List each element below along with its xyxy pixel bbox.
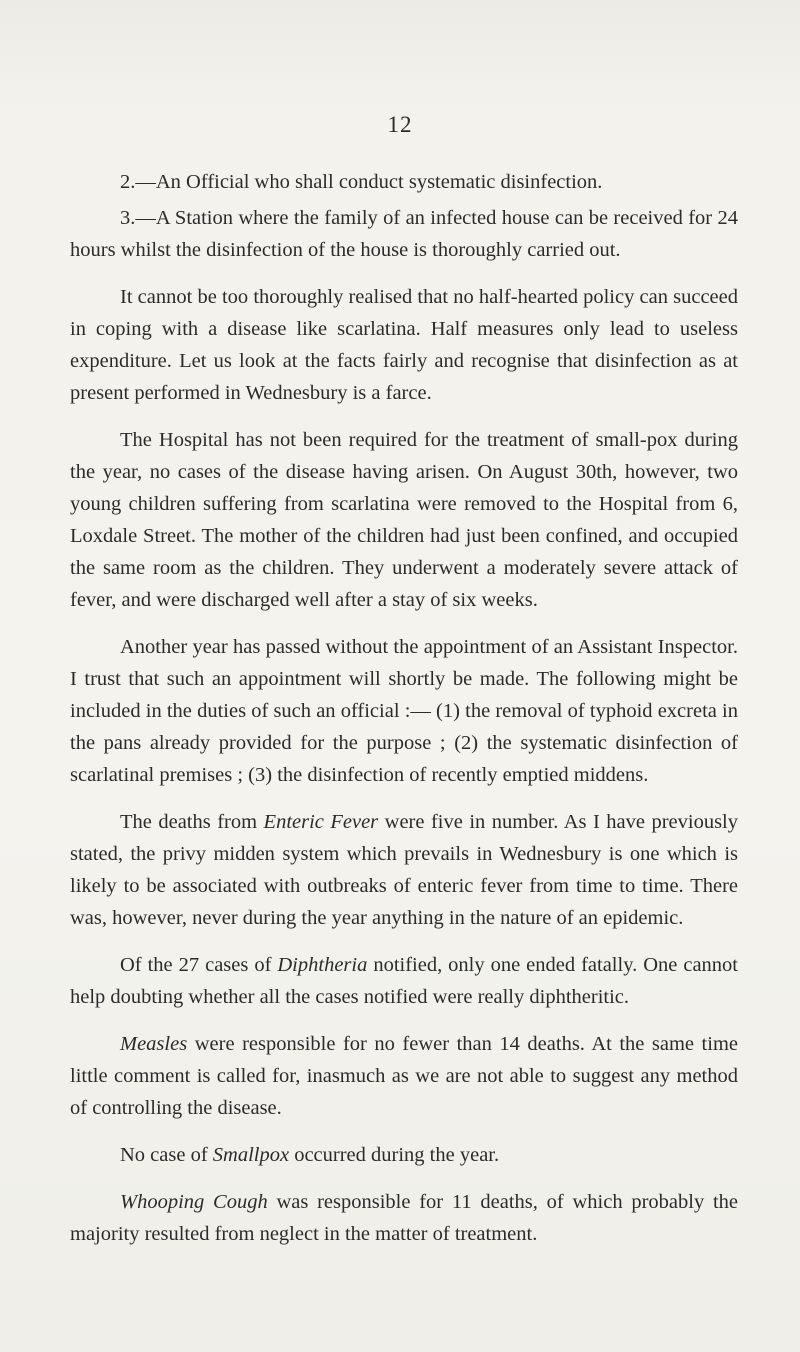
page-body xyxy=(70,166,738,1250)
smallpox-text: occurred during the year. xyxy=(289,1144,500,1166)
diphtheria-intro: Of the 27 cases of xyxy=(120,954,278,976)
disease-name-smallpox: Smallpox xyxy=(212,1144,290,1166)
disease-name-diphtheria: Diphtheria xyxy=(277,954,368,976)
whooping-cough-text: was responsible for 11 deaths, of which probably the majority resulted from neglect in the matter of treatment. xyxy=(70,1191,738,1245)
paragraph-measles xyxy=(70,1028,738,1124)
paragraph-half-measures: It cannot be too thoroughly realised that no half-hearted policy can succeed in coping with a disease like scarlatina. Half measures only lead to useless expenditure. Let us look at the facts fairly and recognise that disinfection as at present performed in Wednesbury is a farce. xyxy=(70,286,738,404)
paragraph-hospital: The Hospital has not been required for the treatment of small-pox during the year, no cases of the disease having arisen. On August 30th, however, two young children suffering from scarlatina were removed to the Hospital from 6, Loxdale Street. The mother of the children had just been confined, and occupied the same room as the children. They underwent a moderately severe attack of fever, and were discharged well after a stay of six weeks. xyxy=(70,429,738,611)
smallpox-intro: No case of xyxy=(120,1144,213,1166)
disease-name-enteric: Enteric Fever xyxy=(263,811,379,833)
paragraph-diphtheria xyxy=(70,949,738,1013)
disease-name-whooping-cough: Whooping Cough xyxy=(120,1191,268,1213)
enteric-text: were five in number. As I have previously stated, the privy midden system which prevails in Wednesbury is one which is likely to be associated with outbreaks of enteric fever from time to time. There was, however, never during the year anything in the nature of an epidemic. xyxy=(70,811,739,929)
paragraph-smallpox xyxy=(70,1139,738,1171)
disease-name-measles: Measles xyxy=(120,1033,188,1055)
paragraph-whooping-cough xyxy=(70,1186,738,1250)
diphtheria-text: notified, only one ended fatally. One cannot help doubting whether all the cases notified were really diphtheritic. xyxy=(70,954,738,1008)
list-item-official: 2.—An Official who shall conduct systematic disinfection. xyxy=(120,171,603,193)
enteric-intro: The deaths from xyxy=(120,811,264,833)
paragraph-enteric-fever xyxy=(70,806,738,934)
list-item-station: 3.—A Station where the family of an infected house can be received for 24 hours whilst the disinfection of the house is thoroughly carried out. xyxy=(70,207,738,261)
paragraph-assistant-inspector: Another year has passed without the appointment of an Assistant Inspector. I trust that such an appointment will shortly be made. The following might be included in the duties of such an official :— (1) the removal of typhoid excreta in the pans already provided for the purpose ; (2) the systematic disinfection of scarlatinal premises ; (3) the disinfection of recently emptied middens. xyxy=(70,636,738,786)
measles-text: were responsible for no fewer than 14 deaths. At the same time little comment is called for, inasmuch as we are not able to suggest any method of controlling the disease. xyxy=(70,1033,738,1119)
page-number: 12 xyxy=(387,112,413,137)
